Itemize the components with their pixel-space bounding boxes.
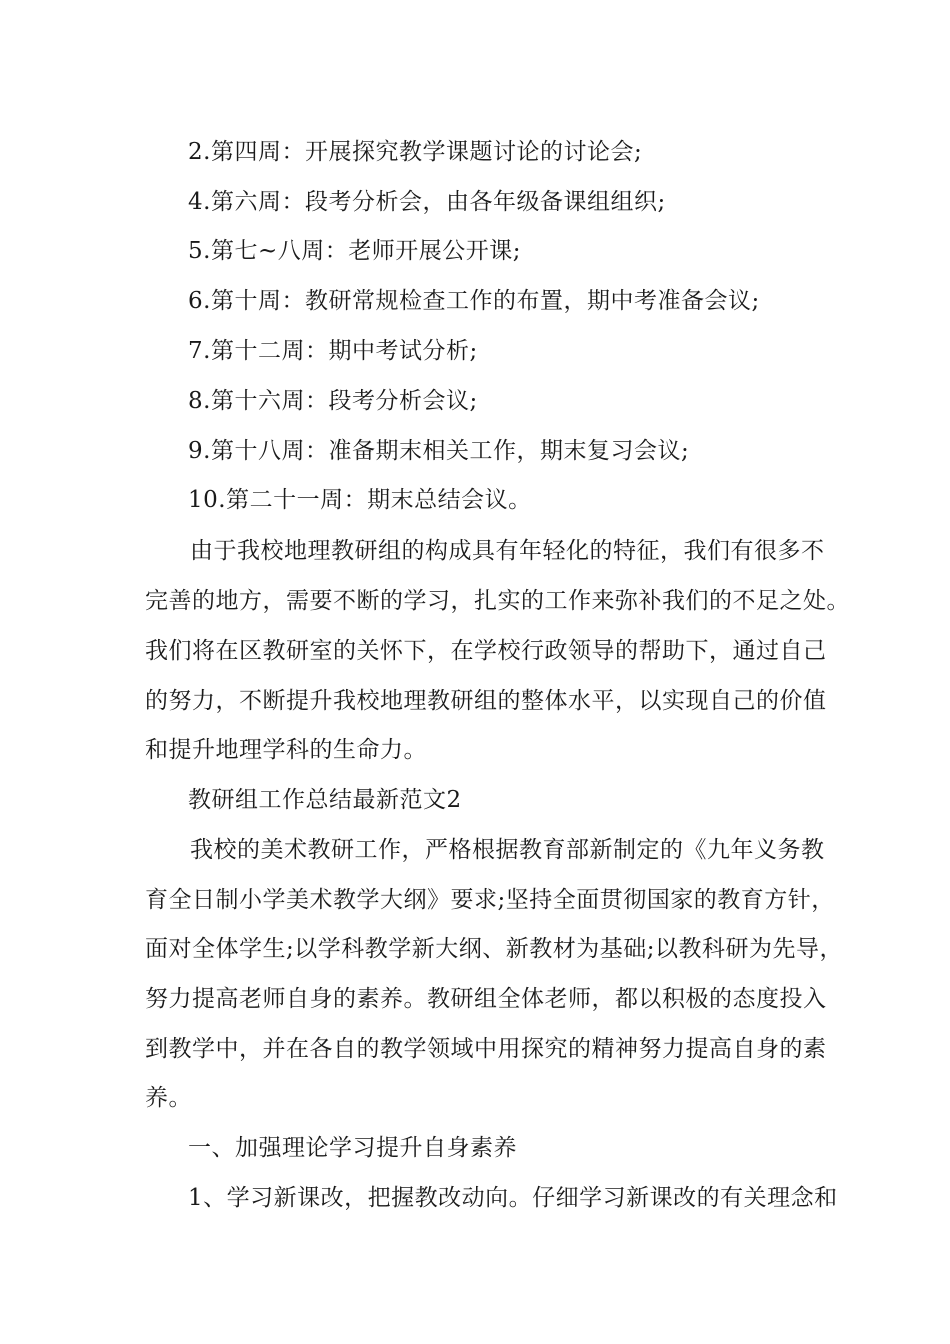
subheading: 一、加强理论学习提升自身素养 [188, 1135, 517, 1161]
paragraph-line: 我校的美术教研工作，严格根据教育部新制定的《九年义务教 [190, 837, 825, 863]
paragraph-line: 的努力，不断提升我校地理教研组的整体水平，以实现自己的价值 [145, 688, 827, 714]
schedule-item: 4.第六周：段考分析会，由各年级备课组组织; [188, 189, 666, 215]
paragraph-line: 完善的地方，需要不断的学习，扎实的工作来弥补我们的不足之处。 [145, 588, 850, 614]
schedule-item: 10.第二十一周：期末总结会议。 [188, 487, 532, 513]
paragraph-line: 由于我校地理教研组的构成具有年轻化的特征，我们有很多不 [190, 538, 825, 564]
paragraph-line: 和提升地理学科的生命力。 [145, 737, 427, 763]
schedule-item: 9.第十八周：准备期末相关工作，期末复习会议; [188, 438, 690, 464]
paragraph-line: 面对全体学生;以学科教学新大纲、新教材为基础;以教科研为先导， [145, 936, 843, 962]
section-title: 教研组工作总结最新范文2 [188, 787, 462, 813]
schedule-item: 6.第十周：教研常规检查工作的布置，期中考准备会议; [188, 288, 760, 314]
paragraph-line: 到教学中，并在各自的教学领域中用探究的精神努力提高自身的素 [145, 1036, 827, 1062]
schedule-item: 2.第四周：开展探究教学课题讨论的讨论会; [188, 139, 643, 165]
paragraph-line: 努力提高老师自身的素养。教研组全体老师，都以积极的态度投入 [145, 986, 827, 1012]
schedule-item: 7.第十二周：期中考试分析; [188, 338, 478, 364]
paragraph-line: 养。 [145, 1085, 192, 1111]
schedule-item: 8.第十六周：段考分析会议; [188, 388, 478, 414]
paragraph-line: 育全日制小学美术教学大纲》要求;坚持全面贯彻国家的教育方针， [145, 887, 835, 913]
list-item: 1、学习新课改，把握教改动向。仔细学习新课改的有关理念和 [188, 1185, 838, 1211]
paragraph-line: 我们将在区教研室的关怀下，在学校行政领导的帮助下，通过自己 [145, 638, 827, 664]
schedule-item: 5.第七~八周：老师开展公开课; [188, 238, 521, 264]
